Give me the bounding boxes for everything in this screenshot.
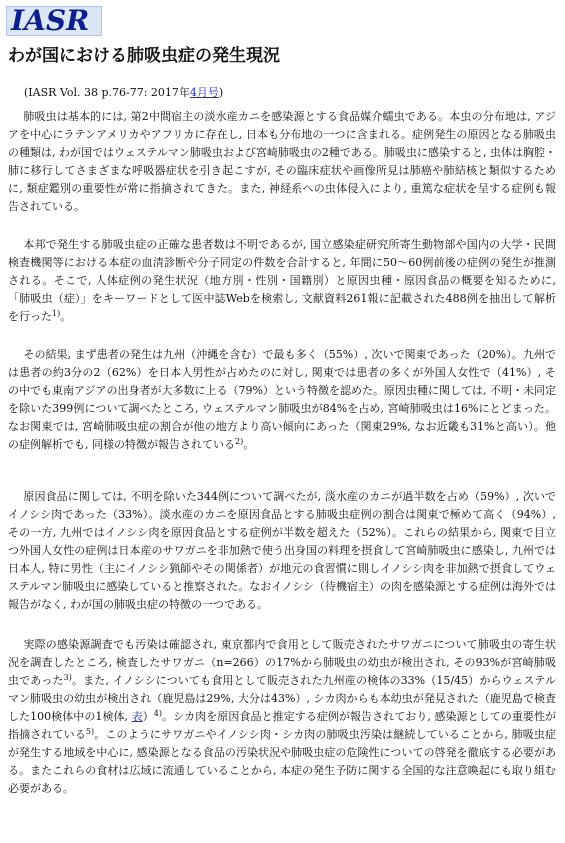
- reference-1: 1): [52, 309, 61, 318]
- paragraph-3-text: その結果, まず患者の発生は九州（沖縄を含む）で最も多く（55%）, 次いで関東であった（20%）。九州では患者の約3分の2（62%）を日本人男性が占めたのに対し, 関東では患者の多くが外国人女性で（41%）, その中でも東南アジアの出身者が大多数に上る（79%）という特徴を認めた。原因虫種に関しては, 不明・未同定を除いた399例について調べたところ, ウェステルマン肺吸虫が84%を占め, 宮崎肺吸虫は16%にとどまった。なお関東では, 宮崎肺吸虫症の割合が他の地方より高い傾向にあった（関東29%, なお近畿も31%と高い）。他の症例解析でも, 同様の特徴が報告されている: [8, 348, 556, 451]
- citation-line: [24, 86, 223, 100]
- paragraph-2-text: 本邦で発生する肺吸虫症の正確な患者数は不明であるが, 国立感染症研究所寄生動物部や国内の大学・民間検査機関等における本症の血清診断や分子同定の件数を合計すると, 年間に50〜60例前後の症例の発生が推測される。そこで, 人体症例の発生状況（地方別・性別・国籍別）と原因虫種・原因食品の概要を知るために, 「肺吸虫（症）」をキーワードとして医中誌Webを検索し, 文献資料261報に記載された488例を抽出して解析を行った: [8, 238, 556, 323]
- article-title: わが国における肺吸虫症の発生現況: [8, 46, 280, 66]
- paragraph-5-part-d: 。シカ肉を原因食品と推定する症例が報告されており, 感染源としての重要性が指摘されている: [8, 710, 557, 741]
- paragraph-5: [8, 636, 556, 798]
- table-link[interactable]: 表: [131, 710, 143, 723]
- reference-3: 3): [63, 673, 72, 682]
- paragraph-5-part-a: 実際の感染源調査でも汚染は確認され, 東京都内で食用として販売されたサワガニについて肺吸虫の寄生状況を調査したところ, 検査したサワガニ（n=266）の17%から肺吸虫の幼虫が検出され, その93%が宮崎肺吸虫であった: [8, 638, 556, 687]
- issue-link[interactable]: 4月号: [189, 86, 219, 99]
- reference-5: 5): [85, 727, 95, 736]
- reference-4: 4): [153, 709, 162, 718]
- paragraph-5-part-b: 。また, イノシシについても食用として販売された九州産の検体の33%（15/45）からウェステルマン肺吸虫の幼虫が検出され（鹿児島は29%, 大分は43%）, シカ肉からも本幼虫が発見された（鹿児島で検査した100検体中の1検体,: [8, 674, 556, 723]
- paragraph-5-part-c: ）: [142, 710, 154, 723]
- citation-suffix: ): [218, 86, 224, 99]
- paragraph-1: 肺吸虫は基本的には, 第2中間宿主の淡水産カニを感染源とする食品媒介蠕虫である。本虫の分布地は, アジアを中心にラテンアメリカやアフリカに存在し, 日本も分布地の一つに含まれる。症例発生の原因となる肺吸虫の種類は, わが国ではウェステルマン肺吸虫および宮崎肺吸虫の2種である。肺吸虫に感染すると, 虫体は胸腔・肺に移行してさまざまな呼吸器症状を引き起こすが, その臨床症状や画像所見は肺癌や肺結核と類似するために, 類症鑑別の重要性が常に指摘されてきた。また, 神経系への虫体侵入により, 重篤な症状を呈する症例も報告されている。: [8, 110, 556, 213]
- paragraph-2: [8, 236, 556, 326]
- paragraph-2-end: 。: [60, 310, 72, 323]
- paragraph-5-part-e: 。このようにサワガニやイノシシ肉・シカ肉の肺吸虫汚染は継続していることから, 肺吸虫症が発生する地域を中心に, 感染源となる食品の汚染状況や肺吸虫症の危険性についての啓発を徹底する必要がある。またこれらの食材は広域に流通していることから, 本症の発生予防に関する全国的な注意喚起にも取り組む必要がある。: [8, 728, 557, 795]
- paragraph-3: [8, 346, 556, 454]
- iasr-logo[interactable]: [6, 6, 102, 36]
- reference-2: 2): [235, 437, 244, 446]
- logo-text: IASR: [11, 4, 90, 37]
- paragraph-4: 原因食品に関しては, 不明を除いた344例について調べたが, 淡水産のカニが過半数を占め（59%）, 次いでイノシシ肉であった（33%）。淡水産のカニを原因食品とする肺吸虫症例の割合は関東で極めて高く（94%）, その一方, 九州ではイノシシ肉を原因食品とする症例が半数を超えた（52%）。これらの結果から, 関東で目立つ外国人女性の症例は日本産のサワガニを非加熱で使う出身国の料理を摂食して宮崎肺吸虫に感染し, 九州では日本人, 特に男性（主にイノシシ猟師やその関係者）が地元の食習慣に則しイノシシ肉を非加熱で摂食してウェステルマン肺吸虫に感染していると推察された。なおイノシシ（待機宿主）の肉を感染源とする症例は海外では報告がなく, わが国の肺吸虫症の特徴の一つである。: [8, 490, 556, 611]
- paragraph-3-end: 。: [243, 438, 255, 451]
- citation-prefix: (IASR Vol. 38 p.76-77: 2017年: [24, 86, 190, 99]
